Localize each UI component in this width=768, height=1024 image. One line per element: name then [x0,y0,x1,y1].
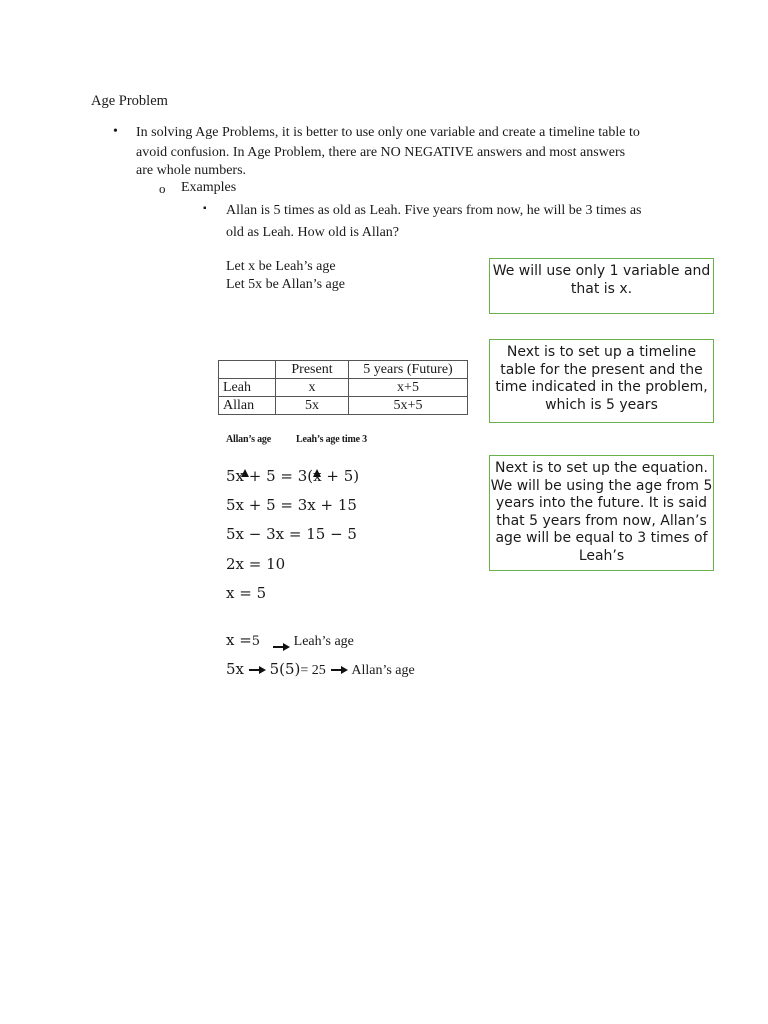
result-label: Allan’s age [351,663,415,678]
result-allan [226,660,415,679]
sub-bullet-marker: o [159,181,166,196]
square-bullet-icon: ▪ [203,203,207,214]
arrow-right-icon [273,641,289,653]
let-statement: Let 5x be Allan’s age [226,277,345,292]
question-line: Allan is 5 times as old as Leah. Five years from now, he will be 3 times as [226,203,642,218]
table-cell: x [276,379,349,397]
result-label: Leah’s age [293,634,354,649]
note-text: We will use only 1 variable and that is x. [492,263,711,297]
note-text: Next is to set up a timeline table for the present and the time indicated in the problem, which is 5 years [495,344,708,413]
table-header-cell: 5 years (Future) [349,361,468,379]
table-cell: Allan [219,397,276,415]
bullet-marker: • [113,124,118,139]
equation-line: 5x − 3x = 15 − 5 [226,525,357,543]
intro-line: are whole numbers. [136,163,247,178]
table-row [219,397,468,415]
table-cell: x+5 [349,379,468,397]
timeline-table [218,360,468,415]
note-box-equation [489,455,714,571]
table-cell [219,361,276,379]
result-mid: 5(5) [269,660,301,678]
result-leah [226,631,354,650]
note-text: Next is to set up the equation. We will be using the age from 5 years into the future. It is said that 5 years from now, Allan’s age will be equal to 3 times of Leah’s [490,460,713,564]
table-header-cell: Present [276,361,349,379]
table-cell: Leah [219,379,276,397]
arrow-right-icon [331,664,347,676]
note-box-variable [489,258,714,314]
table-row [219,379,468,397]
intro-line: avoid confusion. In Age Problem, there are NO NEGATIVE answers and most answers [136,145,626,160]
result-lhs: 5x [226,660,245,678]
examples-heading: Examples [181,180,237,195]
equation-line: 5x + 5 = 3x + 15 [226,496,357,514]
result-value: 5 [251,634,261,649]
equation-line: 5x + 5 = 3(x + 5) [226,467,360,485]
table-cell: 5x [276,397,349,415]
table-cell: 5x+5 [349,397,468,415]
intro-paragraph [136,123,696,181]
equation-line: x = 5 [226,584,267,602]
let-statement: Let x be Leah’s age [226,259,336,274]
result-value: = 25 [300,663,326,678]
example-question [226,200,642,244]
question-line: old as Leah. How old is Allan? [226,225,400,240]
result-lhs: x = [226,631,252,649]
leahs-age-label: Leah’s age time 3 [296,434,367,445]
arrow-up-icon [241,469,249,477]
page-title: Age Problem [91,93,168,109]
arrow-right-icon [249,664,265,676]
table-header-row [219,361,468,379]
allans-age-label: Allan’s age [226,434,271,445]
intro-line: In solving Age Problems, it is better to use only one variable and create a timeline table to [136,125,640,140]
equation-line: 2x = 10 [226,555,286,573]
arrow-up-icon [313,469,321,477]
note-box-timeline [489,339,714,423]
